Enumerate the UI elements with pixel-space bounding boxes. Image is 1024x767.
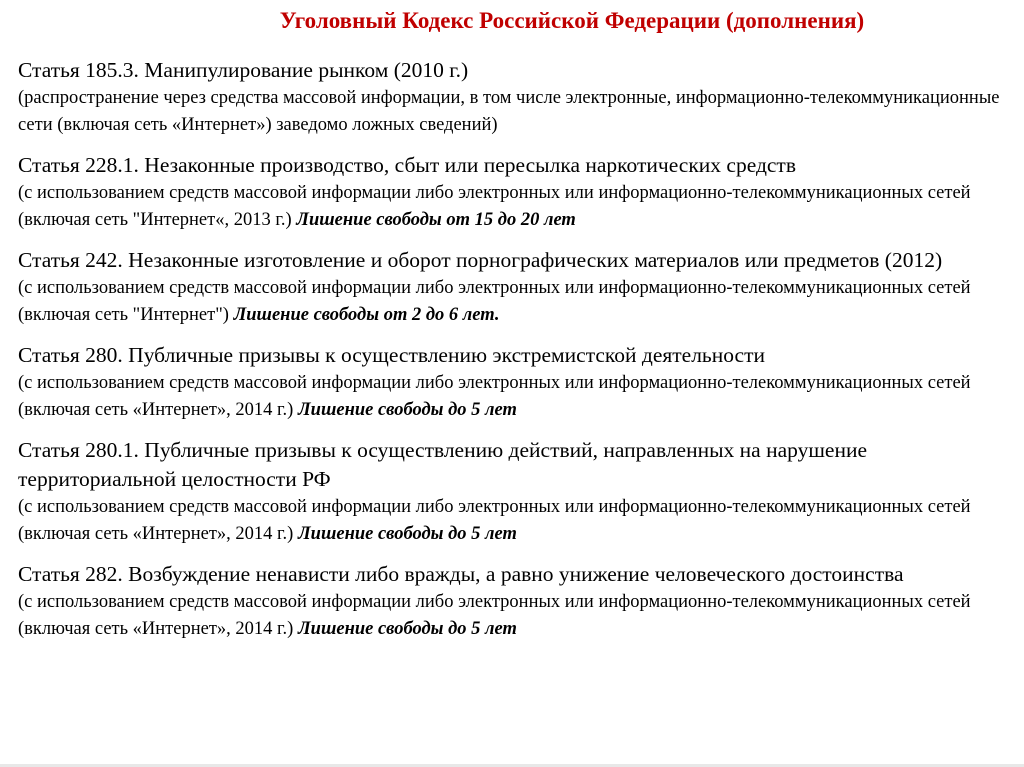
article-penalty: Лишение свободы до 5 лет bbox=[297, 619, 517, 639]
article-penalty: Лишение свободы до 5 лет bbox=[297, 524, 517, 544]
slide-title: Уголовный Кодекс Российской Федерации (дополнения) bbox=[279, 8, 865, 33]
article-description-text: (с использованием средств массовой информации либо электронных или информационно-телекоммуникационных сетей (включая сеть «Интернет», 2014 г.) bbox=[18, 592, 971, 639]
article-description-text: (с использованием средств массовой информации либо электронных или информационно-телекоммуникационных сетей (включая сеть «Интернет», 2014 г.) bbox=[18, 373, 971, 420]
articles-list bbox=[18, 56, 1018, 655]
article-title: Статья 282. Возбуждение ненависти либо вражды, а равно унижение человеческого достоинства bbox=[18, 562, 904, 586]
article-185-3 bbox=[18, 56, 1018, 139]
article-228-1 bbox=[18, 151, 1018, 234]
article-242 bbox=[18, 246, 1018, 329]
article-penalty: Лишение свободы до 5 лет bbox=[297, 400, 517, 420]
article-282 bbox=[18, 560, 1018, 643]
article-title: Статья 185.3. Манипулирование рынком (2010 г.) bbox=[18, 58, 469, 82]
article-penalty: Лишение свободы от 2 до 6 лет. bbox=[233, 305, 500, 325]
article-description bbox=[18, 589, 1018, 643]
article-title: Статья 242. Незаконные изготовление и оборот порнографических материалов или предметов (2012) bbox=[18, 248, 943, 272]
article-280-1 bbox=[18, 436, 1018, 548]
article-description bbox=[18, 494, 1018, 548]
article-description bbox=[18, 180, 1018, 234]
article-description bbox=[18, 275, 1018, 329]
article-penalty: Лишение свободы от 15 до 20 лет bbox=[296, 210, 576, 230]
article-description-text: (с использованием средств массовой информации либо электронных или информационно-телекоммуникационных сетей (включая сеть "Интернет") bbox=[18, 278, 971, 325]
article-title: Статья 280. Публичные призывы к осуществлению экстремистской деятельности bbox=[18, 343, 765, 367]
article-title: Статья 280.1. Публичные призывы к осуществлению действий, направленных на нарушение территориальной целостности РФ bbox=[18, 438, 868, 491]
article-title: Статья 228.1. Незаконные производство, сбыт или пересылка наркотических средств bbox=[18, 153, 796, 177]
article-description-text: (с использованием средств массовой информации либо электронных или информационно-телекоммуникационных сетей (включая сеть «Интернет», 2014 г.) bbox=[18, 497, 971, 544]
article-280 bbox=[18, 341, 1018, 424]
article-description bbox=[18, 370, 1018, 424]
article-description bbox=[18, 85, 1018, 139]
article-description-text: (распространение через средства массовой информации, в том числе электронные, информационно-телекоммуникационные сети (включая сеть «Интернет») заведомо ложных сведений) bbox=[18, 88, 1000, 135]
article-description-text: (с использованием средств массовой информации либо электронных или информационно-телекоммуникационных сетей (включая сеть "Интернет«, 2013 г.) bbox=[18, 183, 971, 230]
